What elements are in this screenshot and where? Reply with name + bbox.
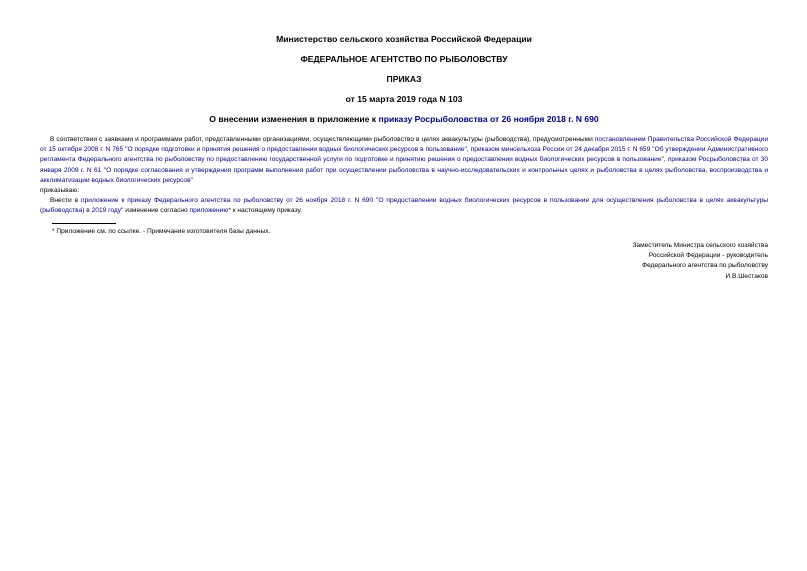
- paragraph-order: приказываю:: [40, 187, 80, 195]
- doc-type-heading: ПРИКАЗ: [386, 74, 422, 84]
- document-body: [40, 135, 768, 217]
- document-title: [40, 114, 768, 125]
- footnote-divider: [52, 223, 116, 224]
- document-title-link[interactable]: приказу Росрыболовства от 26 ноября 2018 г. N 690: [378, 114, 599, 124]
- paragraph-amendment: [40, 196, 768, 216]
- paragraph-basis: [40, 135, 768, 186]
- signature-line-2: Российской Федерации - руководитель: [648, 252, 768, 260]
- agency-heading: ФЕДЕРАЛЬНОЕ АГЕНТСТВО ПО РЫБОЛОВСТВУ: [300, 54, 508, 64]
- link-appendix[interactable]: приложению: [189, 207, 229, 215]
- amendment-text-2: изменение согласно: [123, 207, 190, 215]
- footnote: * Приложение см. по ссылке. - Примечание изготовителя базы данных.: [52, 227, 271, 235]
- link-appendix-order-690[interactable]: приложение к приказу Федерального агентства по рыболовству от 26 ноября 2018 г. N 690 "О предоставлении водных биологических ресурсов в пользование для осуществления рыболовства в целях аквакультуры (рыбоводства) в 2019 году": [40, 197, 768, 215]
- document-title-prefix: О внесении изменения в приложение к: [209, 114, 379, 124]
- signature-block: [40, 241, 768, 283]
- document-page: [40, 34, 768, 282]
- signature-name: И.В.Шестаков: [725, 272, 768, 280]
- ministry-heading: Министерство сельского хозяйства Российской Федерации: [276, 34, 532, 44]
- basis-text-1: В соответствии с заявками и программами работ, представленными организациями, осуществляющими рыболовство в целях аквакультуры (рыбоводства), предусмотренными: [50, 136, 595, 143]
- link-ministry-order[interactable]: приказом минсельхоза России от 24 декабря 2015 г. N 659 "Об утверждении Административного регламента Федерального агентства по рыболовству по предоставлению государственной услуги по подготовке и принятию решения о предоставлении водных биологических ресурсов в пользование": [40, 146, 768, 164]
- signature-line-1: Заместитель Министра сельского хозяйства: [632, 241, 768, 249]
- basis-text-2: ,: [466, 146, 471, 154]
- date-number-heading: от 15 марта 2019 года N 103: [345, 94, 463, 104]
- basis-text-3: ,: [663, 156, 668, 164]
- amendment-text-3: * к настоящему приказу.: [228, 207, 302, 215]
- link-agency-order-61[interactable]: приказом Росрыболовства от 30 января 2009 г. N 61 "О порядке согласования и утверждения программ выполнения работ при осуществлении рыболовства в научно-исследовательских и контрольных целях и рыболовства в целях рыболовства, воспроизводства и акклиматизации водных биологических ресурсов": [40, 156, 768, 184]
- signature-line-3: Федерального агентства по рыболовству: [642, 262, 768, 270]
- amendment-text-1: Внести в: [50, 197, 82, 205]
- link-government-decree[interactable]: постановлением Правительства Российской Федерации от 15 октября 2008 г. N 765 "О порядке подготовки и принятия решения о предоставлении водных биологических ресурсов в пользование": [40, 136, 769, 154]
